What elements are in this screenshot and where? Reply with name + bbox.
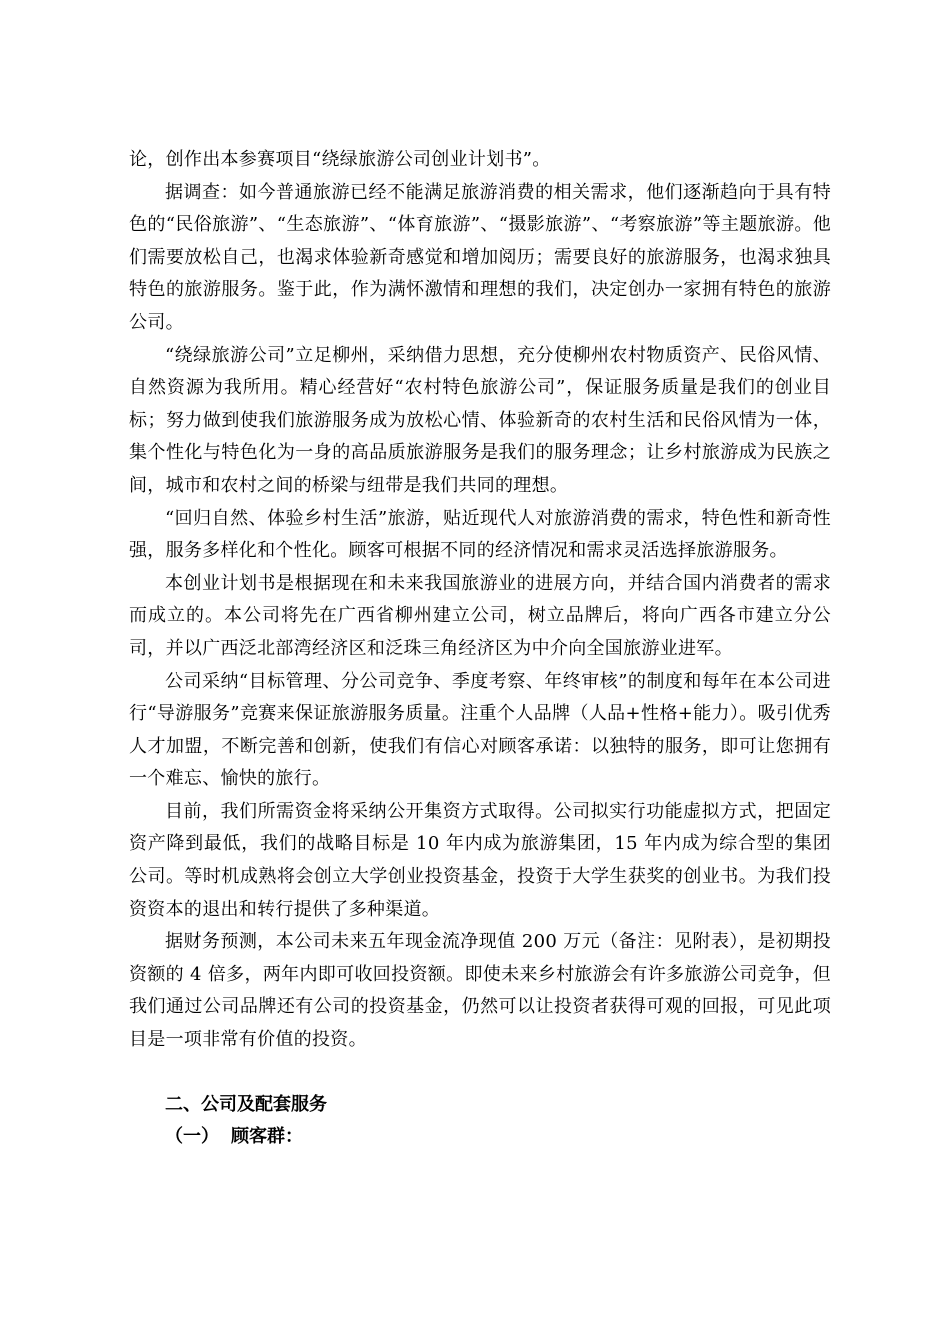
subsection-heading xyxy=(129,1121,831,1154)
paragraph-financial-forecast: 据财务预测，本公司未来五年现金流净现值 200 万元（备注：见附表），是初期投资额的 4 倍多，两年内即可收回投资额。即使未来乡村旅游会有许多旅游公司竞争，但我们通过公司品牌还有公司的投资基金，仍然可以让投资者获得可观的回报，可见此项目是一项非常有价值的投资。 xyxy=(129,931,831,1051)
subsection-title: 顾客群： xyxy=(231,1126,303,1148)
paragraph-funding: 目前，我们所需资金将采纳公开集资方式取得。公司拟实行功能虚拟方式，把固定资产降到最低，我们的战略目标是 10 年内成为旅游集团，15 年内成为综合型的集团公司。等时机成熟将会创立大学创业投资基金，投资于大学生获奖的创业书。为我们投资资本的退出和转行提供了多种渠道。 xyxy=(129,800,831,920)
paragraph-tour-theme: “回归自然、体验乡村生活”旅游，贴近现代人对旅游消费的需求，特色性和新奇性强，服务多样化和个性化。顾客可根据不同的经济情况和需求灵活选择旅游服务。 xyxy=(129,507,831,562)
paragraph-management: 公司采纳“目标管理、分公司竞争、季度考察、年终审核”的制度和每年在本公司进行“导游服务”竞赛来保证旅游服务质量。注重个人品牌（人品+性格+能力）。吸引优秀人才加盟，不断完善和创新，使我们有信心对顾客承诺：以独特的服务，即可让您拥有一个难忘、愉快的旅行。 xyxy=(129,670,831,790)
paragraph-continuation: 论，创作出本参赛项目“绕绿旅游公司创业计划书”。 xyxy=(129,149,551,170)
document-body xyxy=(129,144,831,1154)
paragraph-plan-basis: 本创业计划书是根据现在和未来我国旅游业的进展方向，并结合国内消费者的需求而成立的。本公司将先在广西省柳州建立公司，树立品牌后，将向广西各市建立分公司，并以广西泛北部湾经济区和泛珠三角经济区为中介向全国旅游业进军。 xyxy=(129,572,831,659)
paragraph-company-intro: “绕绿旅游公司”立足柳州，采纳借力思想，充分使柳州农村物质资产、民俗风情、自然资源为我所用。精心经营好“农村特色旅游公司”，保证服务质量是我们的创业目标；努力做到使我们旅游服务成为放松心情、体验新奇的农村生活和民俗风情为一体，集个性化与特色化为一身的高品质旅游服务是我们的服务理念；让乡村旅游成为民族之间，城市和农村之间的桥梁与纽带是我们共同的理想。 xyxy=(129,344,831,496)
paragraph-survey: 据调查：如今普通旅游已经不能满足旅游消费的相关需求，他们逐渐趋向于具有特色的“民俗旅游”、“生态旅游”、“体育旅游”、“摄影旅游”、“考察旅游”等主题旅游。他们需要放松自己，也渴求体验新奇感觉和增加阅历；需要良好的旅游服务，也渴求独具特色的旅游服务。鉴于此，作为满怀激情和理想的我们，决定创办一家拥有特色的旅游公司。 xyxy=(129,181,831,333)
section-heading: 二、公司及配套服务 xyxy=(165,1093,327,1115)
subsection-number: （一） xyxy=(165,1126,219,1148)
